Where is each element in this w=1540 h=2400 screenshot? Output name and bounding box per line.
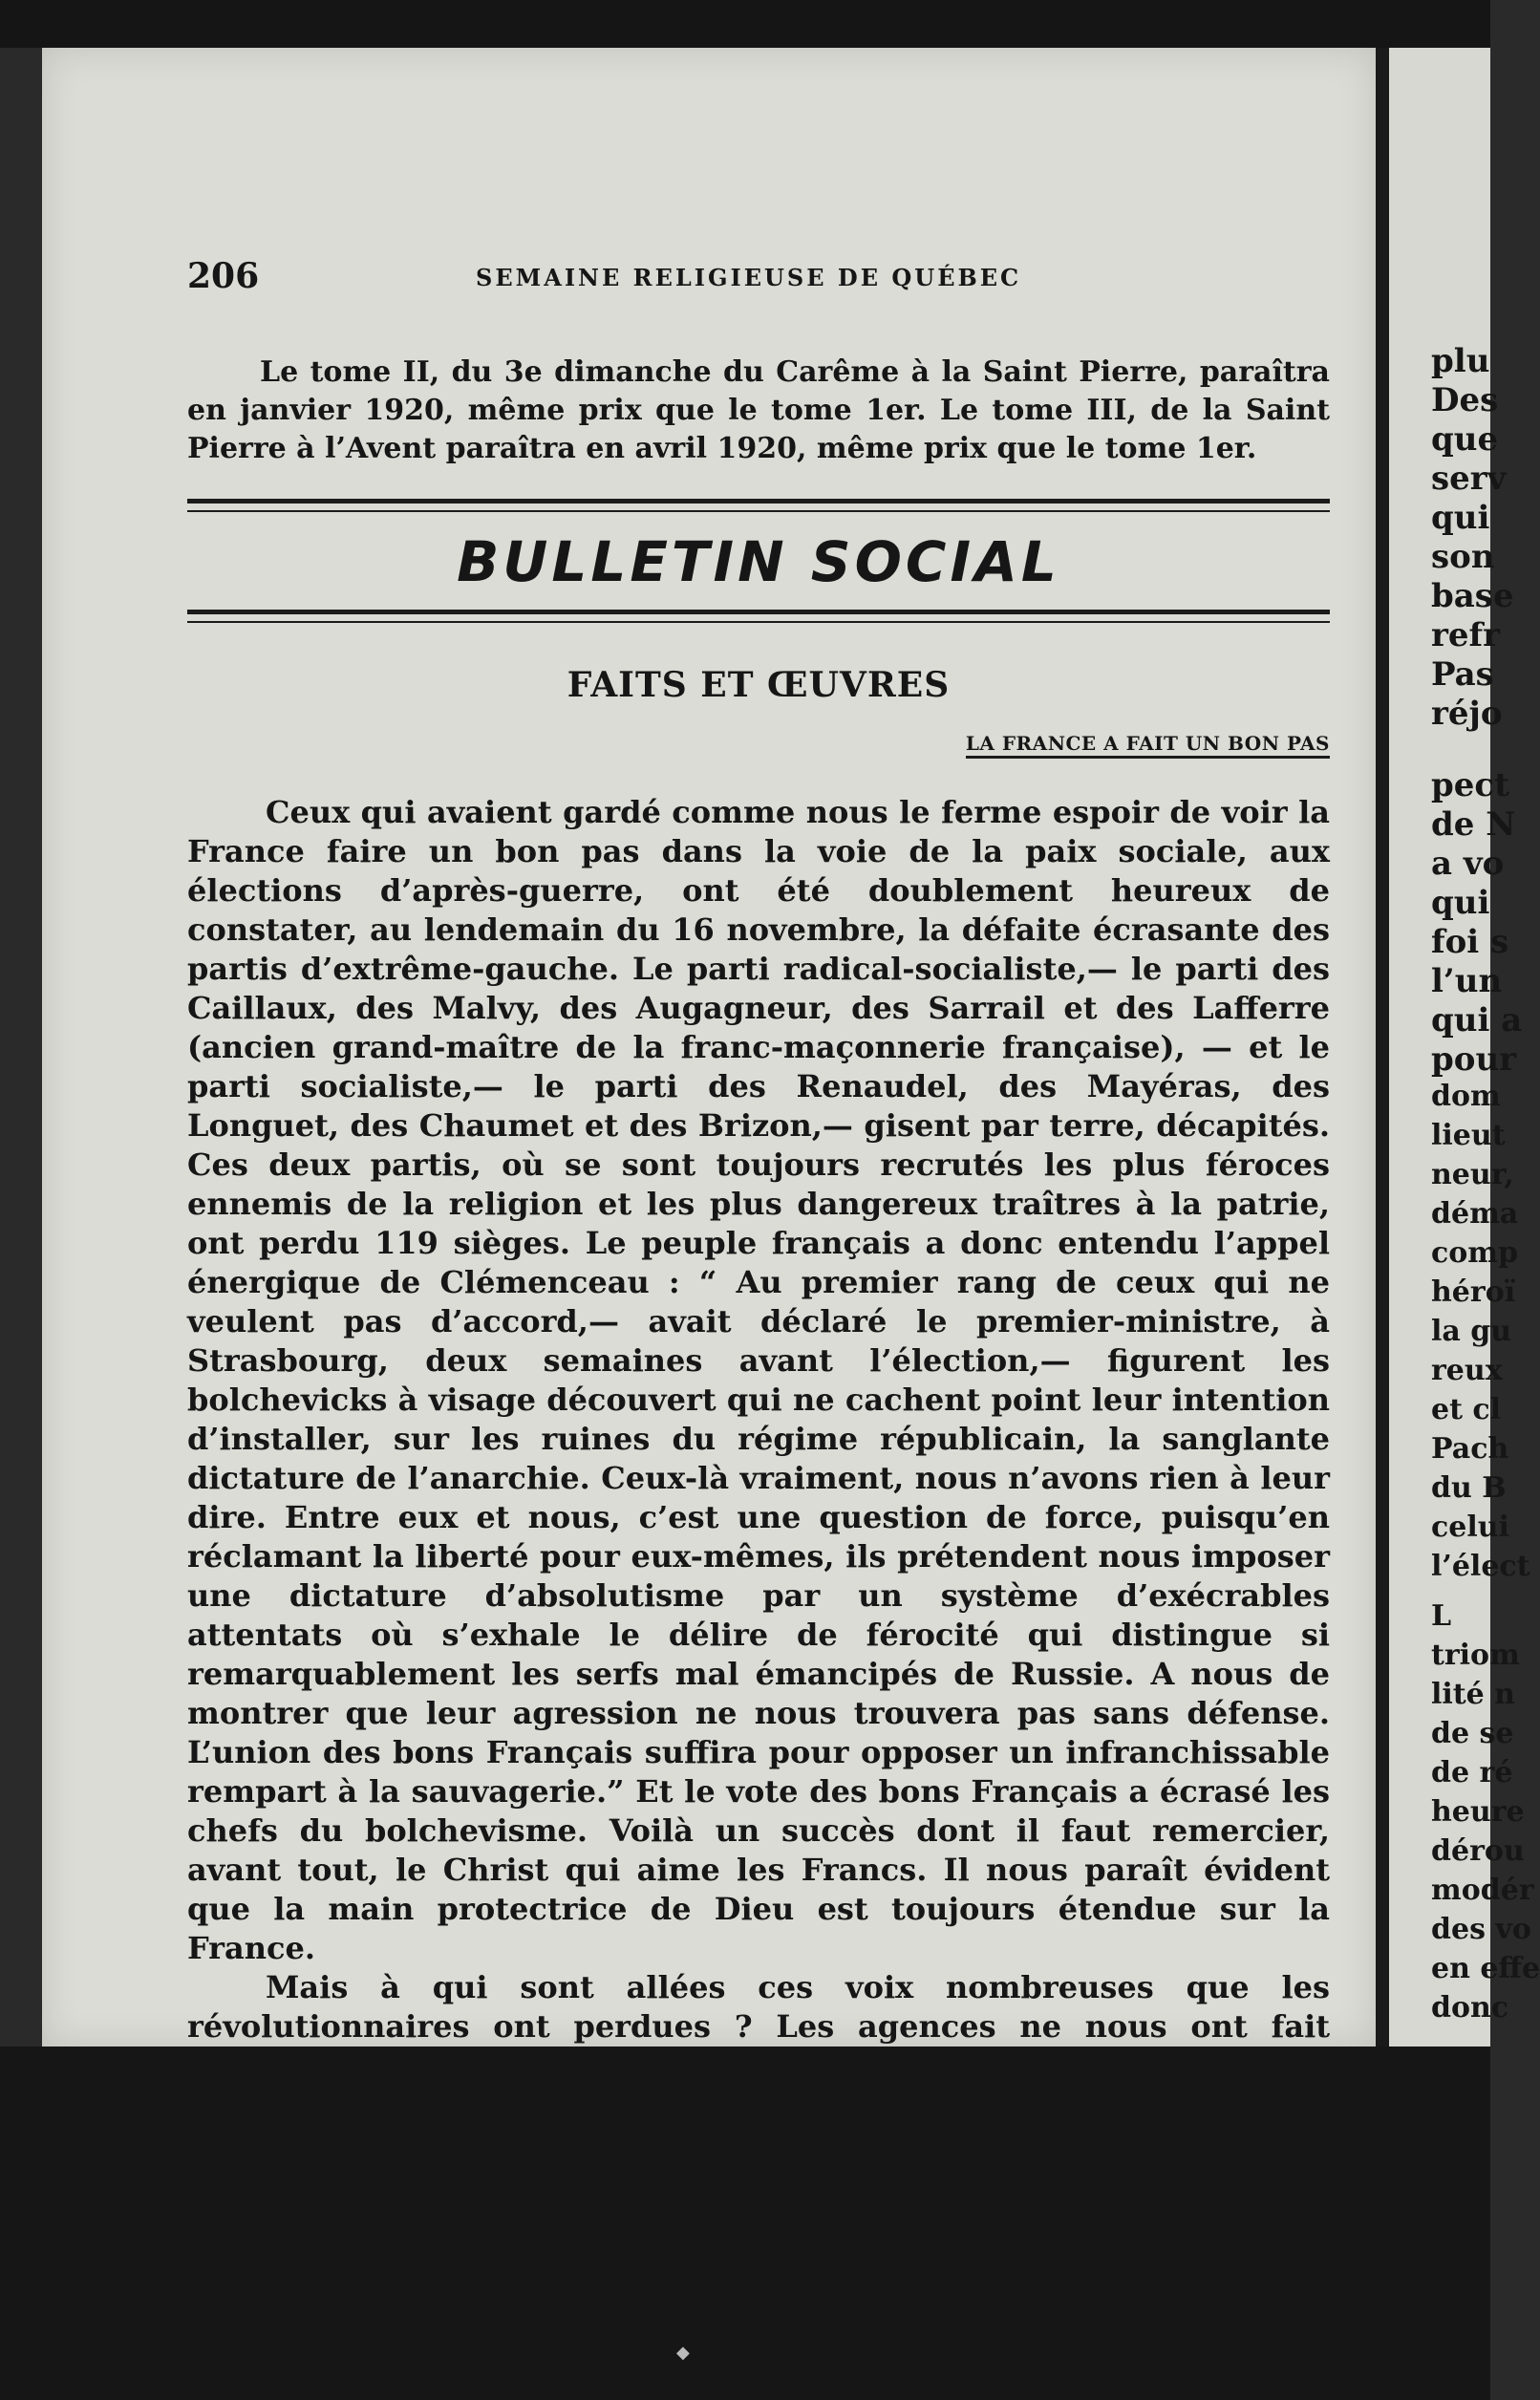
intro-paragraph: Le tome II, du 3e dimanche du Carême à la Saint Pierre, paraîtra en janvier 1920, même prix que le tome 1er. Le tome III, de la Saint Pierre à l’Avent paraîtra en avril 1920, même prix que le tome 1er. (187, 355, 1330, 465)
adjacent-fragment: qui (1431, 884, 1490, 922)
page-content (187, 256, 1330, 2203)
article-paragraph: Mais à qui sont allées ces voix nombreuses que les révolutionnaires ont perdues ? Les agences ne nous ont fait connaître malheureusement qu’un très petit nombre des 327 nouveaux députés de la Chambre française. Parmi les réélus, on note le rusé et dangereux Briand, l’ancien éteignoir Viviani, qui paraît (187, 1969, 1330, 2201)
double-rule-bottom (187, 610, 1330, 623)
adjacent-page (1389, 48, 1540, 2046)
adjacent-fragment: que (1431, 420, 1499, 459)
adjacent-fragment: de N (1431, 805, 1516, 844)
article-body (187, 793, 1330, 2203)
adjacent-fragment: dérou (1431, 1834, 1525, 1868)
adjacent-fragment: dom (1431, 1080, 1501, 1113)
adjacent-fragment: serv (1431, 460, 1507, 498)
adjacent-fragment: de se (1431, 1717, 1514, 1750)
adjacent-fragment: de ré (1431, 1756, 1513, 1789)
adjacent-fragment: lité n (1431, 1678, 1515, 1711)
adjacent-fragment: plu (1431, 342, 1490, 380)
adjacent-fragment: modér (1431, 1874, 1534, 1907)
adjacent-fragment: a vo (1431, 845, 1505, 883)
adjacent-fragment: foi s (1431, 923, 1509, 961)
adjacent-fragment: des vo (1431, 1913, 1531, 1946)
double-rule-top (187, 499, 1330, 512)
adjacent-fragment: en effe (1431, 1952, 1540, 1985)
adjacent-fragment: Pach (1431, 1432, 1509, 1466)
page-gutter (1376, 48, 1389, 2102)
section-title: BULLETIN SOCIAL (457, 529, 1060, 594)
scan-border-top (0, 0, 1490, 48)
journal-name: SEMAINE RELIGIEUSE DE QUÉBEC (476, 264, 1022, 291)
article-paragraph: Ceux qui avaient gardé comme nous le ferme espoir de voir la France faire un bon pas dans la voie de la paix sociale, aux élections d’après-guerre, ont été doublement heureux de constater, au lendemain du 16 novembre, la défaite écrasante des partis d’extrême-gauche. Le parti radical-socialiste,— le parti des Caillaux, des Malvy, des Augagneur, des Sarrail et des Lafferre (ancien grand-maître de la franc-maçonnerie française), — et le parti socialiste,— le parti des Renaudel, des Mayéras, des Longuet, des Chaumet et des Brizon,— gisent par terre, décapités. Ces deux partis, où se sont toujours recrutés les plus féroces ennemis de la religion et les plus dangereux traîtres à la patrie, ont perdu 119 sièges. Le peuple français a donc entendu l’appel énergique de Clémenceau : “ Au premier rang de ceux qui ne veulent pas d’accord,— avait déclaré le premier-ministre, à Strasbourg, deux semaines avant l’élection,— figurent les bolchevicks à visage découvert qui ne cachent point leur intention d’installer, sur les ruines du régime républicain, la sanglante dictature de l’anarchie. Ceux-là vraiment, nous n’avons rien à leur dire. Entre eux et nous, c’est une question de force, puisqu’en réclamant la liberté pour eux-mêmes, ils prétendent nous imposer une dictature d’absolutisme par un système d’exécrables attentats où s’exhale le délire de férocité qui distingue si remarquablement les serfs mal émancipés de Russie. A nous de montrer que leur agression ne nous trouvera pas sans défense. L’union des bons Français suffira pour opposer un infranchissable rempart à la sauvagerie.” Et le vote des bons Français a écrasé les chefs du bolchevisme. Voilà un succès dont il faut remercier, avant tout, le Christ qui aime les Francs. Il nous paraît évident que la main protectrice de Dieu est toujours étendue sur la France. (187, 794, 1330, 1966)
adjacent-fragment: pour (1431, 1040, 1517, 1079)
adjacent-fragment: triom (1431, 1639, 1520, 1672)
kicker-wrap (187, 732, 1330, 759)
adjacent-fragment: Pas (1431, 655, 1494, 694)
adjacent-fragment: héroï (1431, 1275, 1516, 1309)
adjacent-fragment: refr (1431, 616, 1501, 654)
scan-mark: ◆ (676, 2343, 690, 2363)
adjacent-fragment: L (1431, 1599, 1452, 1633)
adjacent-fragment: celui (1431, 1511, 1509, 1544)
adjacent-fragment: l’élect (1431, 1550, 1530, 1583)
adjacent-fragment: neur, (1431, 1158, 1514, 1191)
adjacent-fragment: son (1431, 538, 1495, 576)
adjacent-fragment: heure (1431, 1795, 1525, 1829)
adjacent-fragment: la gu (1431, 1315, 1512, 1348)
adjacent-fragment: du B (1431, 1471, 1507, 1505)
adjacent-fragment: reux (1431, 1354, 1503, 1387)
running-head (187, 256, 1330, 298)
adjacent-fragment: Des (1431, 381, 1499, 419)
adjacent-fragment: base (1431, 577, 1514, 615)
adjacent-fragment: déma (1431, 1197, 1519, 1231)
adjacent-fragment: l’un (1431, 962, 1503, 1000)
adjacent-fragment: réjo (1431, 695, 1503, 733)
adjacent-fragment: qui a (1431, 1001, 1523, 1039)
page-number: 206 (187, 256, 260, 296)
adjacent-fragment: pect (1431, 766, 1509, 804)
adjacent-fragment: lieut (1431, 1119, 1506, 1152)
adjacent-fragment: qui (1431, 499, 1490, 537)
adjacent-fragment: comp (1431, 1236, 1518, 1270)
section-subheading: FAITS ET ŒUVRES (567, 665, 951, 705)
adjacent-fragment: et cl (1431, 1393, 1502, 1426)
article-kicker: LA FRANCE A FAIT UN BON PAS (966, 732, 1330, 759)
adjacent-fragment: donc (1431, 1991, 1509, 2025)
